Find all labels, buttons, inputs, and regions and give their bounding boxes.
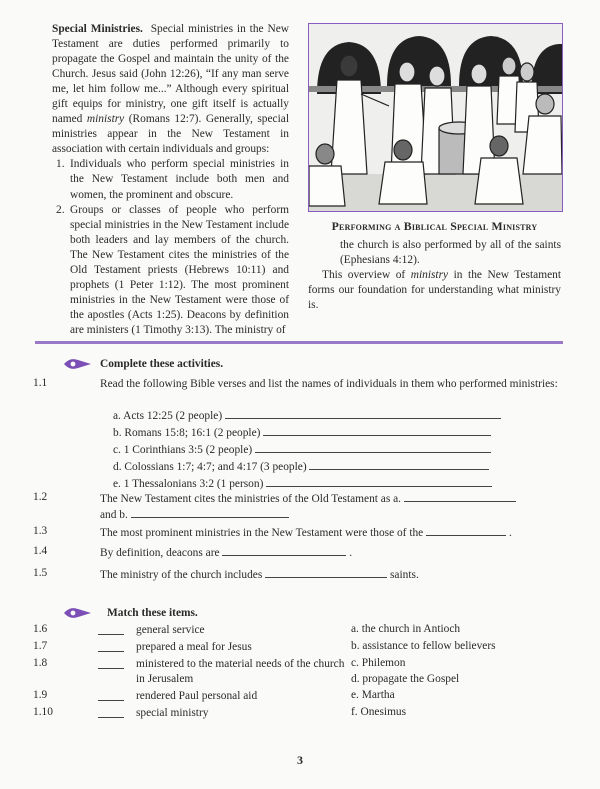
right-column-text [308,238,561,313]
match-answer: e. Martha [351,689,395,701]
illustration-drawing [309,24,562,211]
answer-line[interactable] [309,459,489,470]
ministry-illustration [308,23,563,212]
list-item: 1. Individuals who perform special ministries in the New Testament include both men and women, the prominent and obscure. [56,158,289,201]
intro-text [52,22,289,338]
answer-blank[interactable] [98,623,124,635]
match-answer: b. assistance to fellow believers [351,640,496,652]
section-divider [35,341,563,344]
pen-icon [62,605,92,621]
match-items: 1.6 general service 1.7 prepared a meal for Jesus 1.8 ministered to the material needs of the church in Jerusalem 1.9 rendered Paul personal aid 1.10 special ministry a. the church in Antioch b. assistance to fellow believers c. Philemon d. propagate the Gospel e. Martha f. Onesimus [33,623,496,719]
match-answer: c. Philemon [351,657,406,669]
subitem-label: d. Colossians 1:7; 4:7; and 4:17 (3 people) [113,461,307,473]
intro-paragraph: Special Ministries. Special ministries in the New Testament are duties performed primarily to propagate the Gospel and maintain the unity of the Church. Jesus said (John 12:26), “If any man serve me, let him follow me...” Although every spiritual gift equips for ministry, one gift itself is actually named ministry (Romans 12:7). Generally, special ministries appear in the New Testament in association with certain individuals and groups: [52,23,289,156]
overview-paragraph: This overview of ministry in the New Testament forms our foundation for understanding what ministry is. [308,269,561,312]
subitem-label: e. 1 Thessalonians 3:2 (1 person) [113,478,264,490]
answer-line[interactable] [266,476,492,487]
answer-line[interactable] [222,545,346,556]
list-item: 2. Groups or classes of people who perform special ministries in the New Testament include both leaders and lay members of the church. The New Testament cites the ministries of the Old Testament priests (Hebrews 10:11) and prophets (1 Peter 1:12). The most prominent ministries in the New Testament were those of the apostles (Acts 1:25). Deacons by definition are ministers (1 Timothy 3:13). The ministry of [56,203,289,336]
answer-line[interactable] [255,442,491,453]
answer-line[interactable] [131,507,289,518]
answer-line[interactable] [426,525,506,536]
answer-line[interactable] [404,491,516,502]
illustration-caption: Performing a Biblical Special Ministry [331,219,538,233]
subitem-label: c. 1 Corinthians 3:5 (2 people) [113,444,253,456]
activities-title: Complete these activities. [100,358,224,370]
section-heading: Special Ministries. [52,23,143,35]
answer-blank[interactable] [98,657,124,669]
answer-line[interactable] [265,567,387,578]
answer-blank[interactable] [98,640,124,652]
continuation-paragraph: the church is also performed by all of the saints (Ephesians 4:12). [340,239,561,267]
question-1-1-subitems [33,408,564,488]
intro-list [52,157,289,338]
answer-line[interactable] [263,425,491,436]
subitem-label: a. Acts 12:25 (2 people) [113,410,223,422]
answer-blank[interactable] [98,689,124,701]
pen-icon [62,356,92,372]
subitem-label: b. Romans 15:8; 16:1 (2 people) [113,427,261,439]
match-answer: d. propagate the Gospel [351,673,460,685]
page-number: 3 [297,753,303,767]
match-title: Match these items. [107,607,198,619]
match-answer: a. the church in Antioch [351,623,461,635]
match-answer: f. Onesimus [351,706,407,718]
answer-blank[interactable] [98,706,124,718]
answer-line[interactable] [225,408,501,419]
